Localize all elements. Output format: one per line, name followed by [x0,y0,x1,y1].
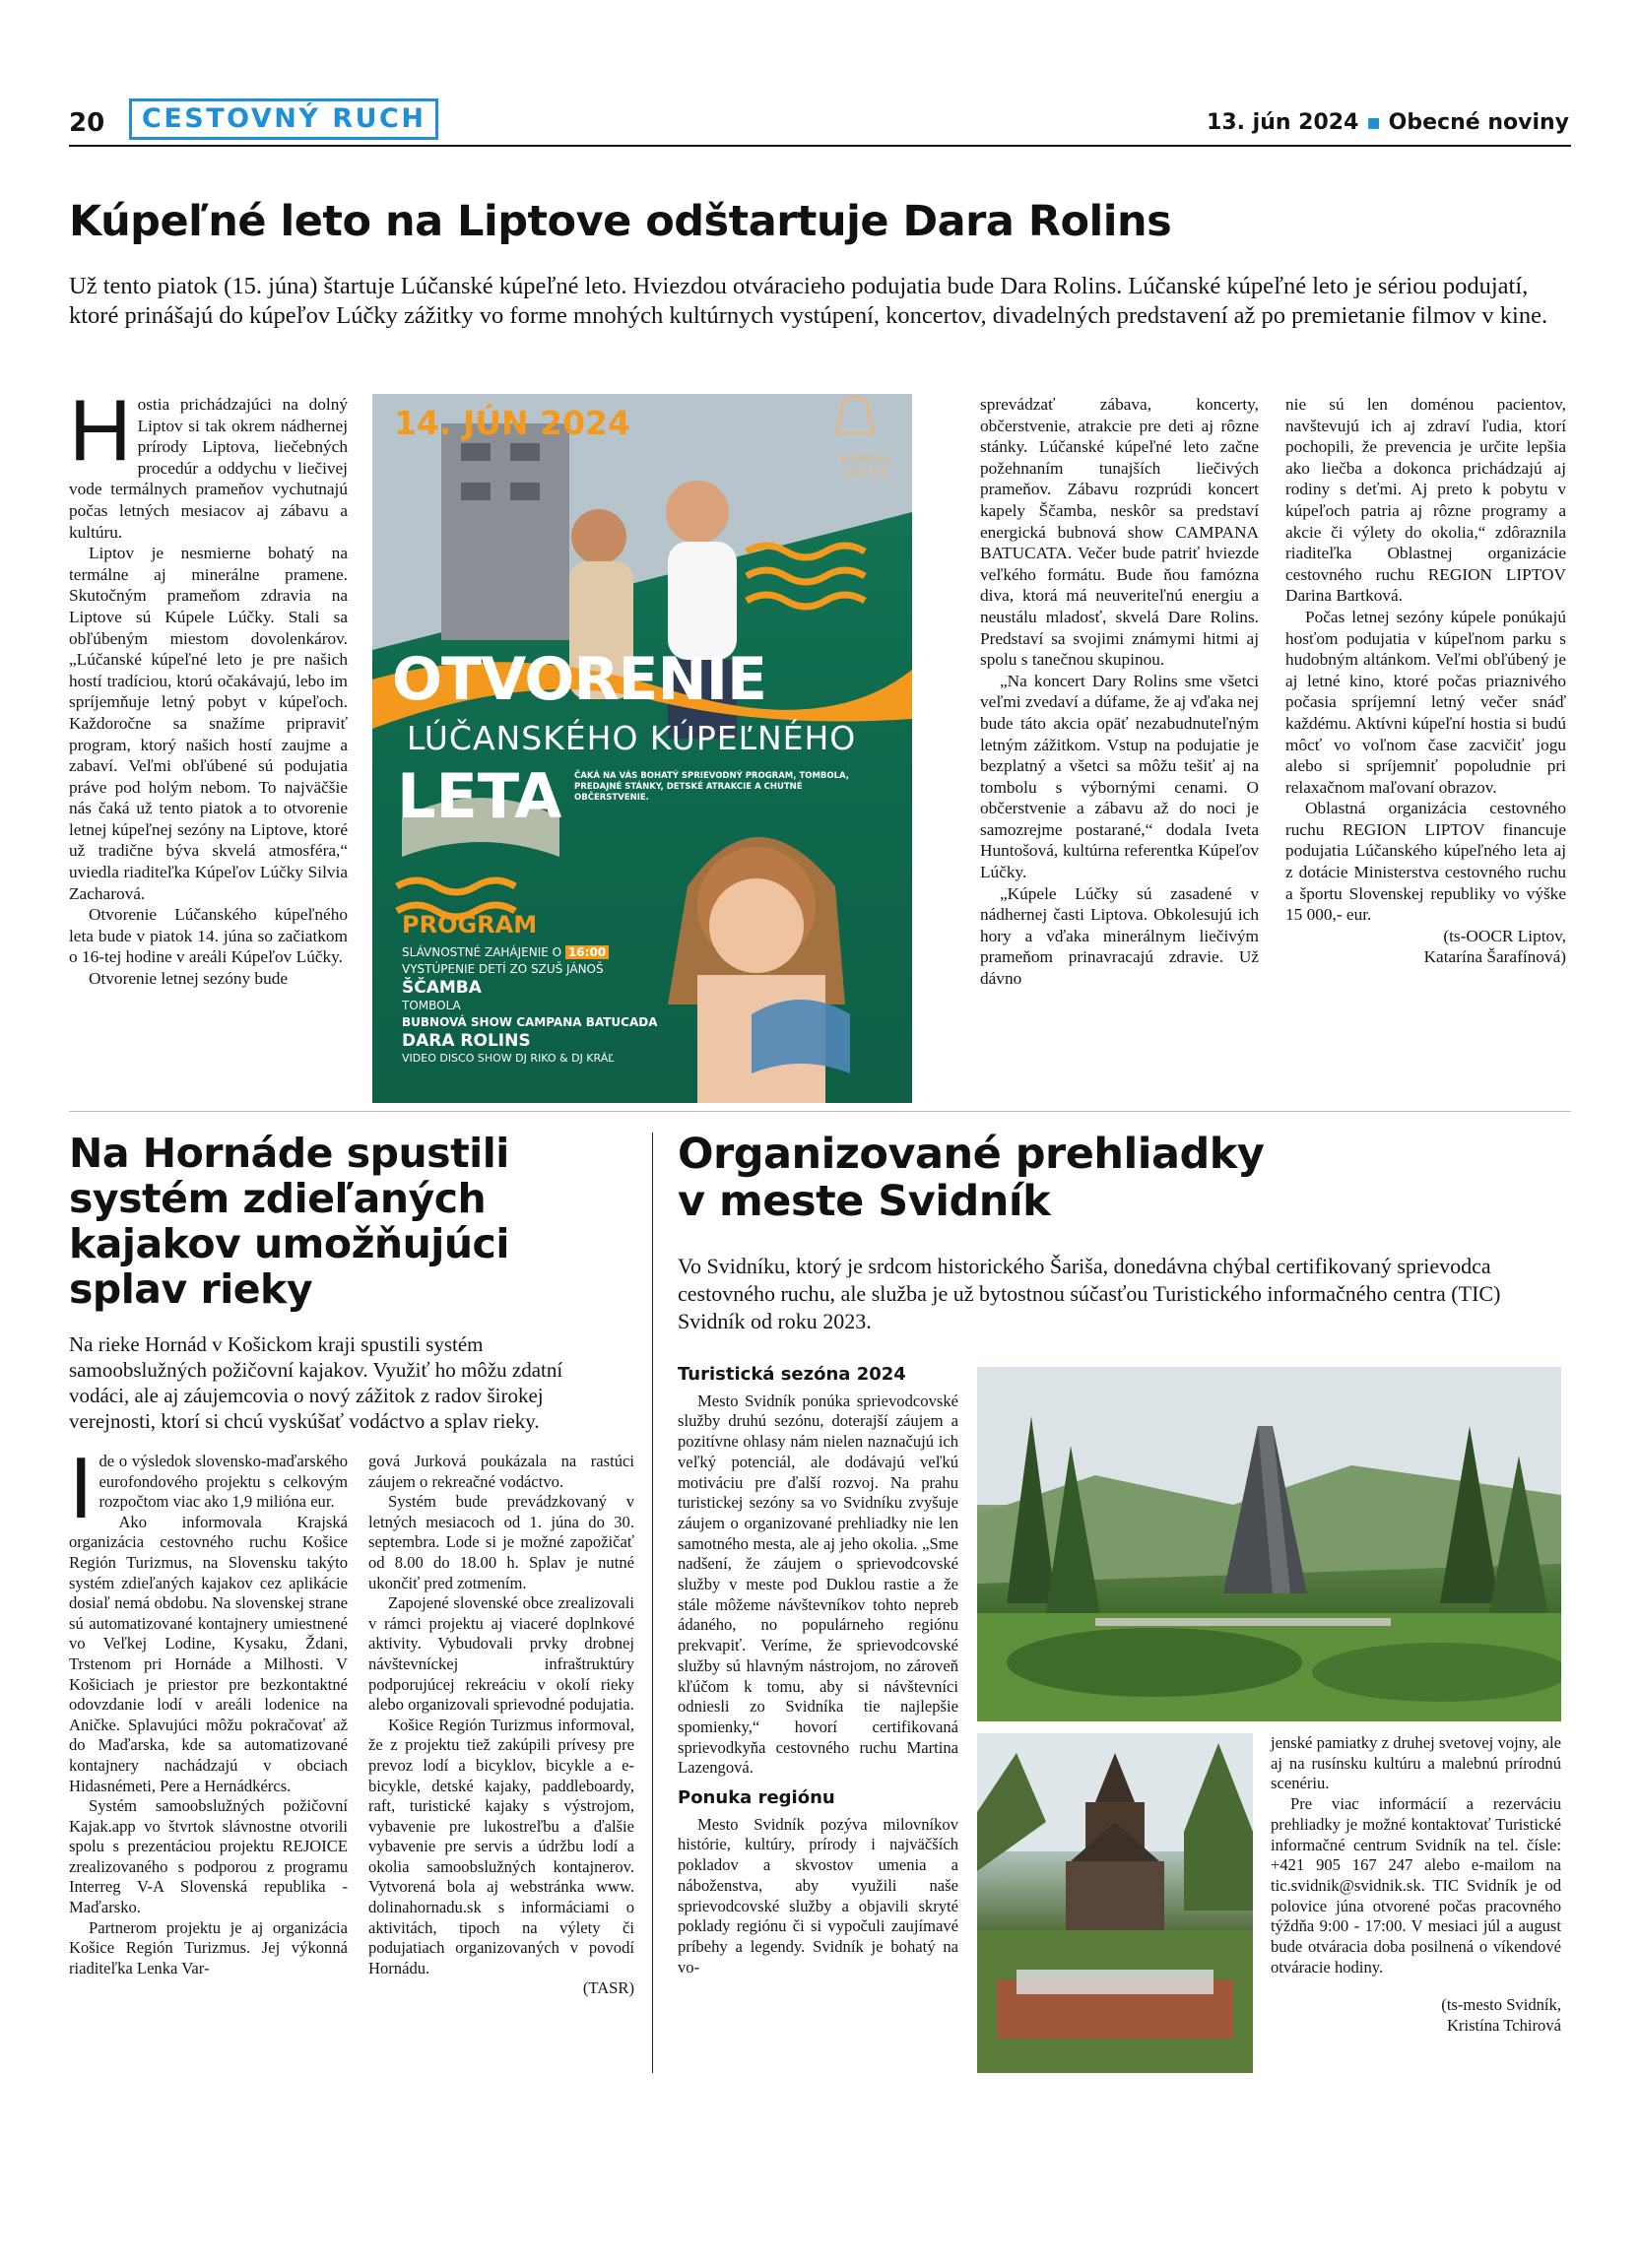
section-label: CESTOVNÝ RUCH [129,98,438,140]
article1-column-2 [980,394,1259,990]
paragraph: Pre viac informácií a rezerváciu prehliadky je možné kontaktovať Turistické informačné centrum Svidník na tel. čísle: +421 905 167 247 alebo e-mailom na tic.svidnik@svidnik.sk. TIC Svidník je od polovice júna otvorené počas pracovného týždňa 9:00 - 17:00. V mesiaci júl a august bude otváracia doba posilnená o víkendové otváracie hodiny. [1271,1794,1561,1976]
separator-dot: ▪ [1366,110,1381,135]
poster-program-heading: PROGRAM [402,911,538,939]
paragraph: gová Jurková poukázala na rastúci záujem o rekreačné vodáctvo. [368,1452,634,1491]
dropcap: I [69,1439,94,1536]
column-divider [652,1133,653,2073]
article1-title: Kúpeľné leto na Liptove odštartuje Dara Rolins [69,197,1172,246]
paragraph: Zapojené slovenské obce zrealizovali v rámci projektu aj viaceré doplnkové aktivity. Vybudovali prvky drobnej návštevníckej infraštruktúry podporujúcej rekreáciu v okolí rieky alebo organizovali sprievodné podujatia. [368,1593,634,1715]
signature: (TASR) [582,1978,634,1998]
article3-column-1 [678,1361,958,1977]
signature: Kristína Tchirová [1446,2016,1561,2036]
poster-title-3: LETA [397,760,562,832]
poster-date: 14. JÚN 2024 [394,404,630,442]
poster-title-2: LÚČANSKÉHO KÚPEĽNÉHO [407,719,857,757]
paragraph: nie sú len doménou pacientov, navštevujú ich aj zdraví ľudia, ktorí pochopili, že prevencia je určite lepšia ako liečba a dokonca prichádzajú aj rodiny s deťmi. Aj preto k pobytu v kúpeľoch patria aj rôzne programy a akcie či výlety do okolia,“ zdôraznila riaditeľka Oblastnej organizácie cestovného ruchu REGION LIPTOV Darina Bartková. [1285,395,1566,606]
program-line: DARA ROLINS [402,1031,531,1051]
poster-tagline: ČAKÁ NA VÁS BOHATÝ SPRIEVODNÝ PROGRAM, TOMBOLA, PREDAJNÉ STÁNKY, DETSKÉ ATRAKCIE A CHUTNÉ OBČERSTVENIE. [574,771,850,803]
paragraph: Ako informovala Krajská organizácia cestovného ruchu Košice Región Turizmus, na Slovensku takýto systém zdieľaných kajakov cez aplikácie dosiaľ nemá obdobu. Na slovenskej strane sú automatizované kontajnery umiestnené vo Veľkej Lodine, Kysaku, Ždani, Trstenom pri Hornáde a Milhosti. V Košiciach je priestor pre bezkontaktné odovzdanie lodí v areáli lodenice na Aničke. Splavujúci môžu pokračovať až do Maďarska, kde sa automatizované kontajnery nachádzajú v obciach Hidasnémeti, Pere a Hernádkércs. [69,1512,348,1795]
signature: (ts-OOCR Liptov, [1443,926,1566,945]
paragraph: Mesto Svidník ponúka sprievodcovské služby druhú sezónu, doterajší záujem a pozitívne ohlasy nám nielen naznačujú ich veľký potenciál, ale dodávajú veľkú motiváciu pre ďalší rozvoj. Na prahu turistickej sezóny sa vo Svidníku zvyšuje záujem o organizované prehliadky nie len samotného mesta, ale aj jeho okolia. „Sme nadšení, že záujem o sprievodcovské služby v meste pod Duklou rastie a že stále môžeme návštevníkov tohto nepreb ádaného, no populárneho regiónu prekvapiť. Veríme, že sprievodcovské služby sú hlavným nástrojom, no zároveň kľúčom k tomu, aby si návštevníci odniesli zo Svidníka tie najlepšie spomienky,“ hovorí certifikovaná sprievodkyňa cestovného ruchu Martina Lazengová. [678,1391,958,1778]
signature: Katarína Šarafínová) [1423,947,1566,967]
program-line: VYSTÚPENIE DETÍ ZO SZUŠ JÁNOŠ [402,962,604,976]
program-line: VIDEO DISCO SHOW DJ RIKO & DJ KRÁĽ [402,1052,615,1065]
paragraph: sprevádzať zábava, koncerty, občerstvenie, atrakcie pre deti aj rôzne stánky. Lúčanské kúpeľné leto začne požehnaním tunajších liečivých prameňov. Zábavu rozprúdi koncert kapely Ščamba, neskôr sa predstaví energická bubnová show CAMPANA BATUCATA. Večer bude patriť hviezde veľkého formátu. Bude ňou famózna diva, ktorá má neuveriteľnú energiu a neustálu mladosť, skvelá Dare Rolins. Predstaví sa svojimi známymi hitmi aj spolu s tanečnou skupinou. [980,395,1259,670]
paragraph: Systém bude prevádzkovaný v letných mesiacoch od 1. júna do 30. septembra. Lode si je možné zapožičať od 8.00 do 18.00 h. Splav je nutné ukončiť pred zotmením. [368,1492,634,1592]
paragraph: Košice Región Turizmus informoval, že z projektu tiež zakúpili prívesy pre prevoz lodí a bicyklov, bicykle a e-bicykle, detské kajaky, paddleboardy, raft, turistické kajaky s výstrojom, vybavenie pre lukostreľbu a ďalšie vybavenie pre servis a údržbu lodí a okolia samoobslužných kontajnerov. Vytvorená bola aj webstránka www. dolinahornadu.sk s informáciami o aktivitách, tipoch na výlety či podujatiach organizovaných v povodí Hornádu. [368,1715,634,1977]
article1-lead: Už tento piatok (15. júna) štartuje Lúčanské kúpeľné leto. Hviezdou otváracieho podujatia bude Dara Rolins. Lúčanské kúpeľné leto je sériou podujatí, ktoré prinášajú do kúpeľov Lúčky zážitky vo forme mnohých kultúrnych vystúpení, koncertov, divadelných predstavení až po premietanie filmov v kine. [69,273,1548,329]
header-rule [69,145,1571,147]
masthead [1207,110,1569,135]
paragraph: jenské pamiatky z druhej svetovej vojny, ale aj na rusínsku kultúru a malebnú prírodnú scenériu. [1271,1733,1561,1793]
article1-column-3 [1285,394,1566,968]
article3-title-line-2: v meste Svidník [678,1177,1051,1226]
paragraph: Partnerom projektu je aj organizácia Košice Región Turizmus. Jej výkonná riaditeľka Lenka Var- [69,1917,348,1977]
paragraph: Mesto Svidník pozýva milovníkov histórie, kultúry, prírody i najväčších pokladov a skvostov umenia a náboženstva, aby využili naše sprievodcovské služby a objavili skryté poklady regiónu či si vypočuli zaujímavé príbehy a legendy. Svidník je bohatý na vo- [678,1814,958,1976]
page-number: 20 [69,108,105,138]
article3-lead: Vo Svidníku, ktorý je srdcom historického Šariša, donedávna chýbal certifikovaný sprievodca cestovného ruchu, ale služba je už bytostnou súčasťou Turistického informačného centra (TIC) Svidník od roku 2023. [678,1254,1501,1333]
subheading: Turistická sezóna 2024 [678,1364,906,1385]
article3-title [678,1131,1564,1225]
wooden-church-photo [977,1733,1253,2073]
paragraph: „Na koncert Dary Rolins sme všetci veľmi zvedaví a dúfame, že aj vďaka nej bude táto akcia opäť nezabudnuteľným letným zážitkom. Vstup na podujatie je bezplatný a všetci sa môžu tešiť aj na tombolu s výbornými cenami. O občerstvenie a zábavu až do noci je samozrejme postarané,“ dodala Iveta Huntošová, kultúrna referentka Kúpeľov Lúčky. [980,671,1259,882]
signature: (ts-mesto Svidník, [1441,1995,1561,2015]
subheading: Ponuka regiónu [678,1787,835,1809]
event-poster [372,394,912,1103]
article2-column-2 [368,1452,634,1999]
program-line: TOMBOLA [402,999,461,1012]
poster-title-1: OTVORENIE [392,645,767,714]
program-time: 16:00 [565,945,609,959]
poster-logo: KÚPELE LÚČKY [840,453,893,479]
section-divider [69,1111,1571,1112]
paragraph: ostia prichádzajúci na dolný Liptov si tak okrem nádhernej prírody Liptova, liečebných procedúr a oddychu v liečivej vode termálnych prameňov vychutnajú počas letných mesiacov aj zábavu a kultúru. [69,395,348,542]
program-line: BUBNOVÁ SHOW CAMPANA BATUCADA [402,1015,658,1029]
article1-column-1 [69,381,348,990]
paragraph: Otvorenie Lúčanského kúpeľného leta bude v piatok 14. júna so začiatkom o 16-tej hodine v areáli Kúpeľov Lúčky. [69,905,348,967]
dropcap: H [69,381,132,479]
article3-title-line-1: Organizované prehliadky [678,1130,1265,1179]
program-line: SLÁVNOSTNÉ ZAHÁJENIE O [402,945,562,959]
article2-lead: Na rieke Hornád v Košickom kraji spustili systém samoobslužných požičovní kajakov. Využiť ho môžu zdatní vodáci, ale aj záujemcovia o nový zážitok z radov širokej verejnosti, ktorí si chcú vyskúšať vodáctvo a splav rieky. [69,1332,563,1433]
paragraph: Otvorenie letnej sezóny bude [89,969,289,989]
article2-title: Na Hornáde spustili systém zdieľaných kajakov umožňujúci splav rieky [69,1130,509,1313]
paragraph: Počas letnej sezóny kúpele ponúkajú hosťom podujatia v kúpeľnom parku s hudobným altánkom. Veľmi obľúbený je aj letné kino, ktoré počas priaznivého počasia spríjemní letný večer snáď každému. Aktívni kúpeľní hostia si budú môcť vo voľnom čase zacvičiť jogu alebo si spríjemniť popoludnie pri relaxačnom maľovaní obrazov. [1285,607,1566,797]
article3-column-2 [1271,1733,1561,2037]
paragraph: Systém samoobslužných požičovní Kajak.app vo štvrtok slávnostne otvorili spolu s prezentáciou projektu REJOICE zrealizovaného s podporou z programu Interreg V-A Slovenská republika - Maďarsko. [69,1796,348,1917]
paragraph: Liptov je nesmierne bohatý na termálne aj minerálne pramene. Skutočným prameňom zdravia na Liptove sú Kúpele Lúčky. Stali sa obľúbeným miestom dovolenkárov. „Lúčanské kúpeľné leto je pre našich hostí tradíciou, ktorú očakávajú, lebo im spríjemňuje letný pobyt v kúpeľoch. Každoročne sa snažíme pripraviť program, ktorý našich hostí zaujme a zabaví. Veľmi obľúbené sú podujatia práve pod holým nebom. To najväčšie nás čaká už tento piatok a to otvorenie letnej kúpeľnej sezóny na Liptove, ktoré už tradične býva skvelá atmosféra,“ uviedla riaditeľka Kúpeľov Lúčky Silvia Zacharová. [69,544,348,903]
paragraph: de o výsledok slovensko-maďarského eurofondového projektu s celkovým rozpočtom viac ako 1,9 milióna eur. [98,1452,348,1512]
issue-date: 13. jún 2024 [1207,110,1359,135]
publication-name: Obecné noviny [1388,110,1569,135]
paragraph: „Kúpele Lúčky sú zasadené v nádhernej časti Liptova. Obkolesujú ich hory a vďaka minerálnym liečivým prameňom prinavracajú zdravie. Už dávno [980,883,1259,989]
wooden-church-photo-art [977,1733,1253,2073]
paragraph: Oblastná organizácia cestovného ruchu REGION LIPTOV financuje podujatia Lúčanského kúpeľného leta aj z dotácie Ministerstva cestovného ruchu a športu Slovenskej republiky vo výške 15 000,- eur. [1285,799,1566,925]
memorial-photo-art [977,1367,1561,1721]
program-line: ŠČAMBA [402,978,482,998]
poster-program [402,911,697,1067]
memorial-photo [977,1367,1561,1721]
article2-column-1 [69,1439,348,1978]
